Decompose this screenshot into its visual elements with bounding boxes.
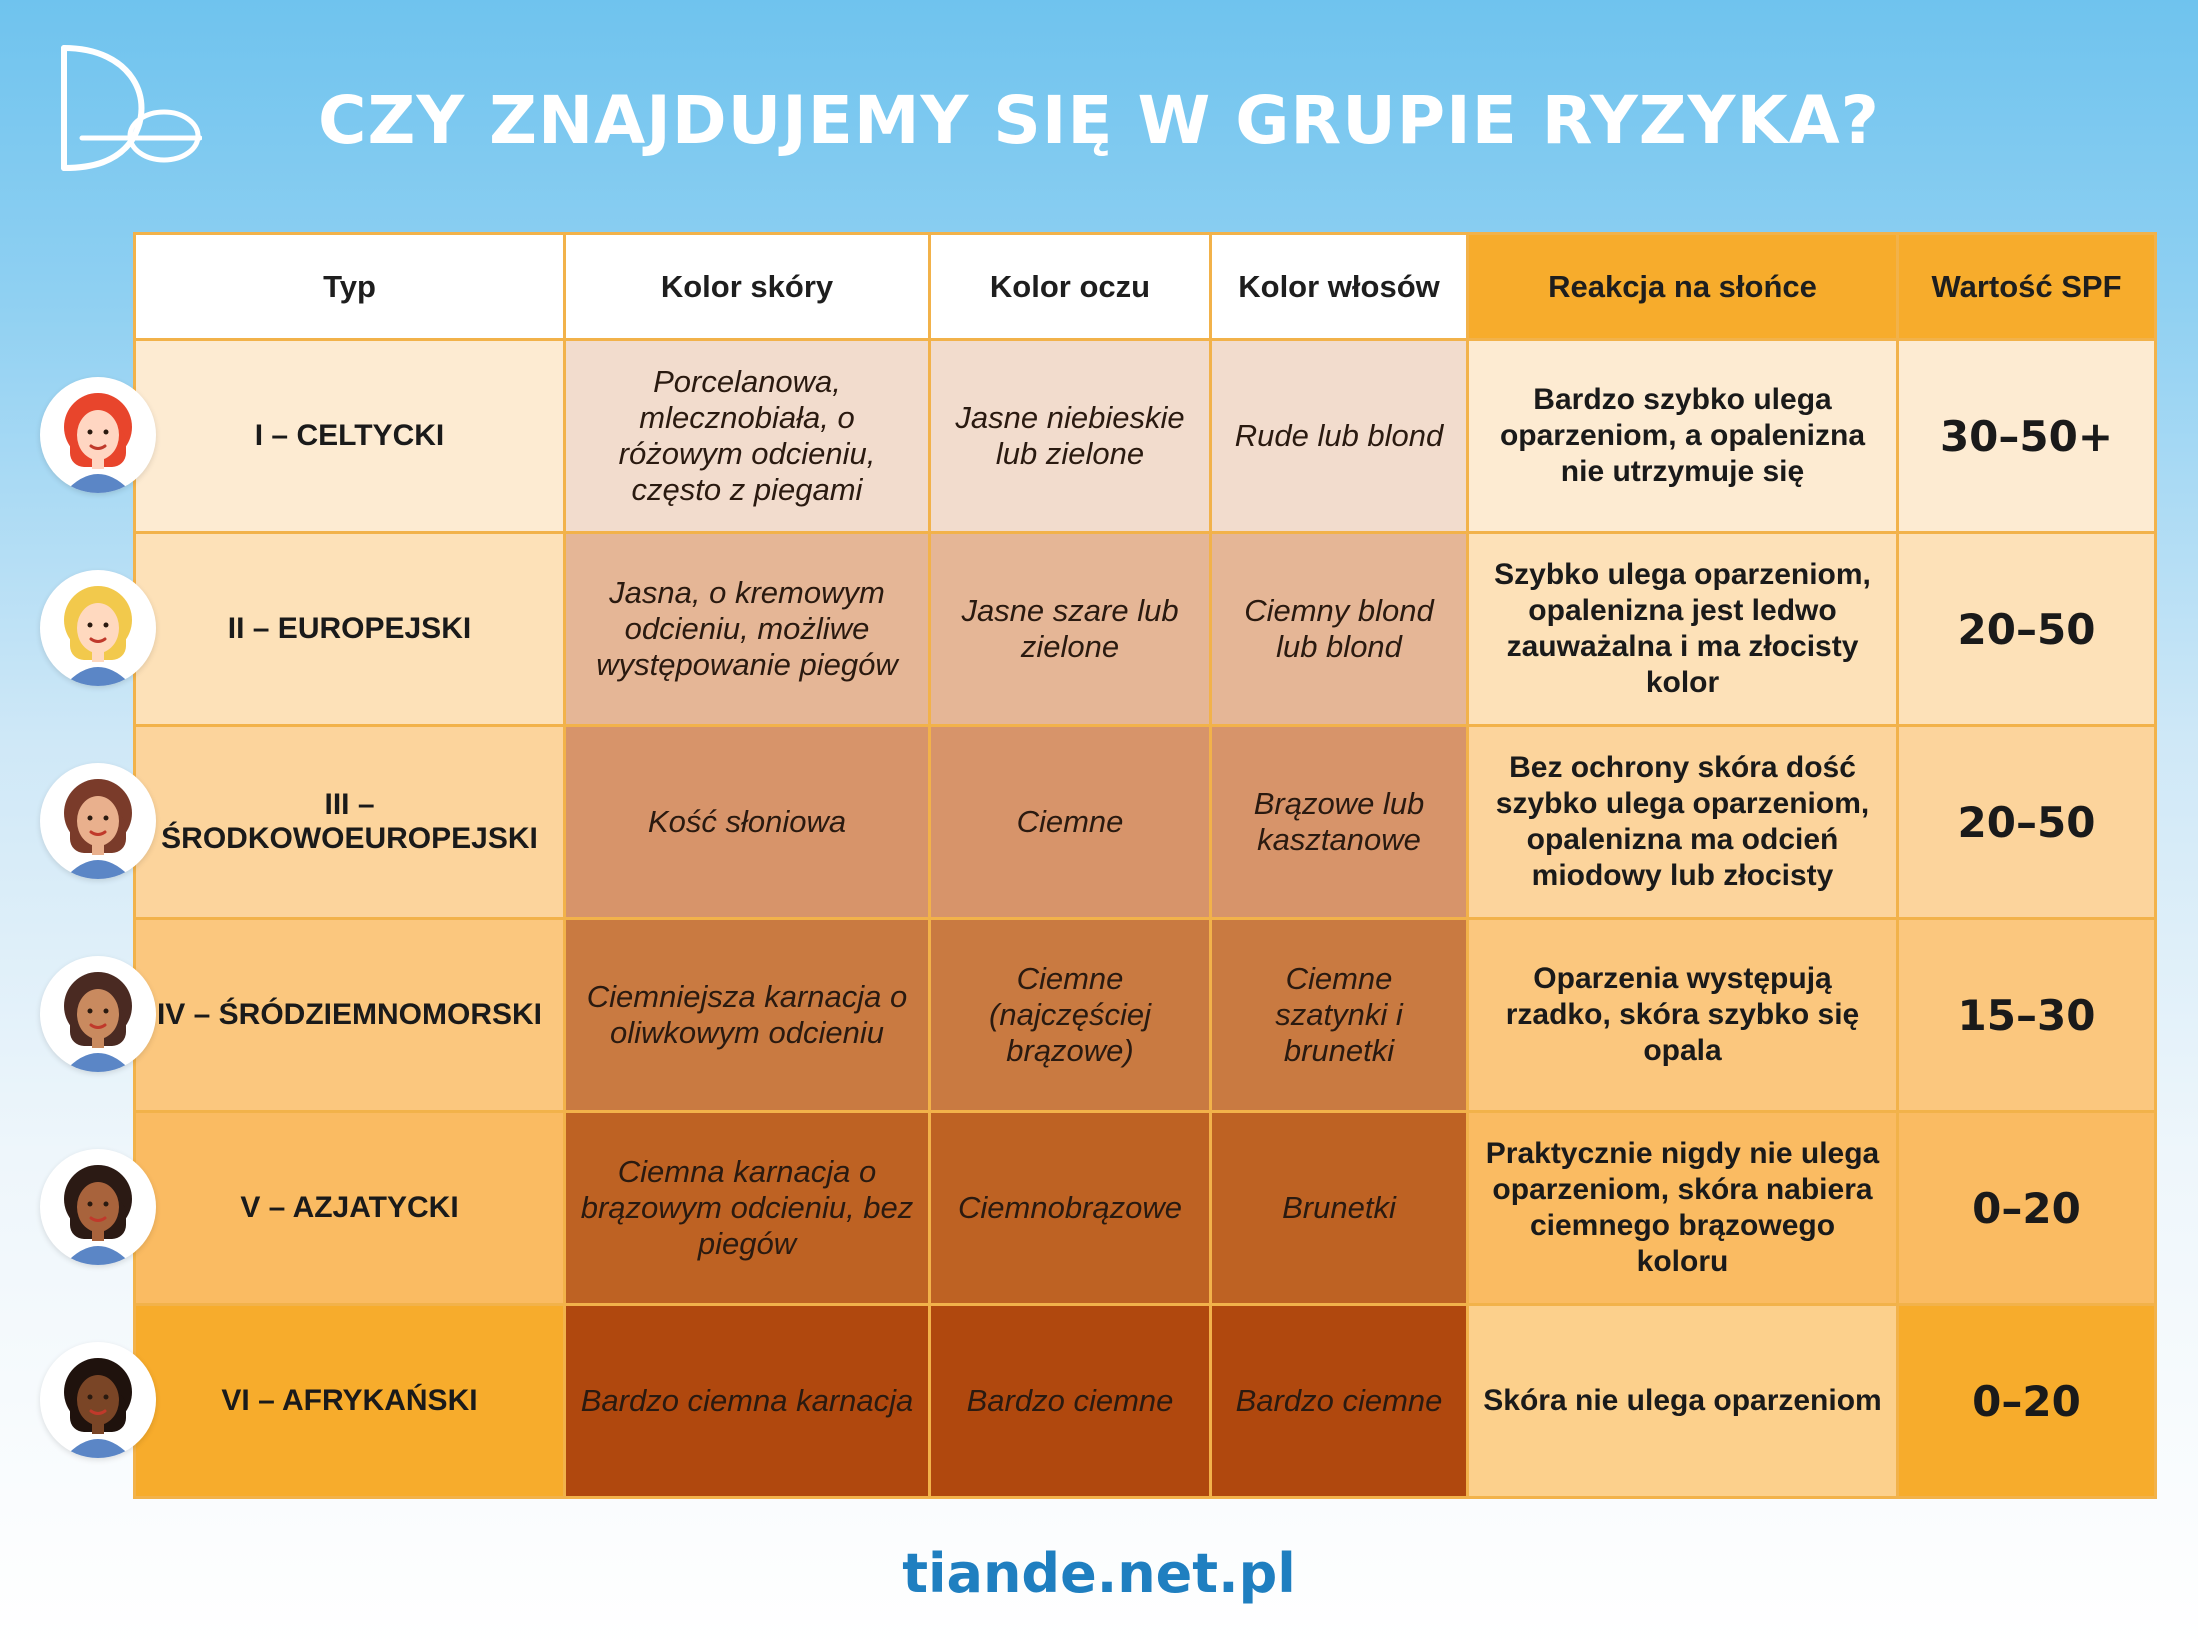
table-row: [135, 340, 2156, 533]
header-kolor-wlosow: Kolor włosów: [1211, 234, 1468, 340]
cell-spf: 15–30: [1898, 919, 2156, 1112]
cell-reakcja: Szybko ulega oparzeniom, opalenizna jest ledwo zauważalna i ma złocisty kolor: [1468, 533, 1898, 726]
cell-kolor-oczu: Jasne szare lub zielone: [930, 533, 1211, 726]
woman-curly-hair-icon: [40, 1342, 156, 1458]
cell-spf: 0–20: [1898, 1305, 2156, 1498]
table-header-row: [135, 234, 2156, 340]
cell-reakcja: Skóra nie ulega oparzeniom: [1468, 1305, 1898, 1498]
cell-spf: 0–20: [1898, 1112, 2156, 1305]
cell-kolor-skory: Ciemna karnacja o brązowym odcieniu, bez piegów: [565, 1112, 930, 1305]
cell-spf: 20–50: [1898, 533, 2156, 726]
cell-reakcja: Bez ochrony skóra dość szybko ulega oparzeniom, opalenizna ma odcień miodowy lub złocisty: [1468, 726, 1898, 919]
cell-typ: VI – AFRYKAŃSKI: [135, 1305, 565, 1498]
cell-reakcja: Bardzo szybko ulega oparzeniom, a opalenizna nie utrzymuje się: [1468, 340, 1898, 533]
table-row: [135, 726, 2156, 919]
cell-kolor-skory: Kość słoniowa: [565, 726, 930, 919]
page-title: CZY ZNAJDUJEMY SIĘ W GRUPIE RYZYKA?: [318, 82, 1880, 159]
header-typ: Typ: [135, 234, 565, 340]
header-kolor-oczu: Kolor oczu: [930, 234, 1211, 340]
header-kolor-skory: Kolor skóry: [565, 234, 930, 340]
woman-red-hair-icon: [40, 377, 156, 493]
cell-kolor-oczu: Ciemne: [930, 726, 1211, 919]
cell-kolor-skory: Ciemniejsza karnacja o oliwkowym odcieniu: [565, 919, 930, 1112]
table-row: [135, 1112, 2156, 1305]
cell-kolor-skory: Porcelanowa, mlecznobiała, o różowym odcieniu, często z piegami: [565, 340, 930, 533]
woman-brown-hair-icon: [40, 763, 156, 879]
cell-spf: 30–50+: [1898, 340, 2156, 533]
cell-reakcja: Praktycznie nigdy nie ulega oparzeniom, skóra nabiera ciemnego brązowego koloru: [1468, 1112, 1898, 1305]
header-spf: Wartość SPF: [1898, 234, 2156, 340]
cell-kolor-oczu: Jasne niebieskie lub zielone: [930, 340, 1211, 533]
woman-blonde-sunglasses-icon: [40, 570, 156, 686]
woman-dark-hair-icon: [40, 956, 156, 1072]
risk-group-table: [133, 232, 2157, 1499]
cell-kolor-oczu: Ciemnobrązowe: [930, 1112, 1211, 1305]
header-reakcja: Reakcja na słońce: [1468, 234, 1898, 340]
cell-spf: 20–50: [1898, 726, 2156, 919]
cell-kolor-oczu: Ciemne (najczęściej brązowe): [930, 919, 1211, 1112]
cell-typ: V – AZJATYCKI: [135, 1112, 565, 1305]
cell-kolor-skory: Bardzo ciemna karnacja: [565, 1305, 930, 1498]
cell-kolor-wlosow: Rude lub blond: [1211, 340, 1468, 533]
footer-url: tiande.net.pl: [902, 1542, 1296, 1605]
cell-typ: IV – ŚRÓDZIEMNOMORSKI: [135, 919, 565, 1112]
cell-kolor-skory: Jasna, o kremowym odcieniu, możliwe występowanie piegów: [565, 533, 930, 726]
cell-reakcja: Oparzenia występują rzadko, skóra szybko się opala: [1468, 919, 1898, 1112]
woman-buns-hair-icon: [40, 1149, 156, 1265]
cell-kolor-wlosow: Bardzo ciemne: [1211, 1305, 1468, 1498]
cell-typ: II – EUROPEJSKI: [135, 533, 565, 726]
cell-typ: III – ŚRODKOWOEUROPEJSKI: [135, 726, 565, 919]
cell-kolor-wlosow: Brązowe lub kasztanowe: [1211, 726, 1468, 919]
cell-kolor-wlosow: Ciemny blond lub blond: [1211, 533, 1468, 726]
cell-kolor-wlosow: Ciemne szatynki i brunetki: [1211, 919, 1468, 1112]
table-row: [135, 919, 2156, 1112]
cell-kolor-wlosow: Brunetki: [1211, 1112, 1468, 1305]
cell-kolor-oczu: Bardzo ciemne: [930, 1305, 1211, 1498]
table-row: [135, 533, 2156, 726]
cell-typ: I – CELTYCKI: [135, 340, 565, 533]
table-row: [135, 1305, 2156, 1498]
